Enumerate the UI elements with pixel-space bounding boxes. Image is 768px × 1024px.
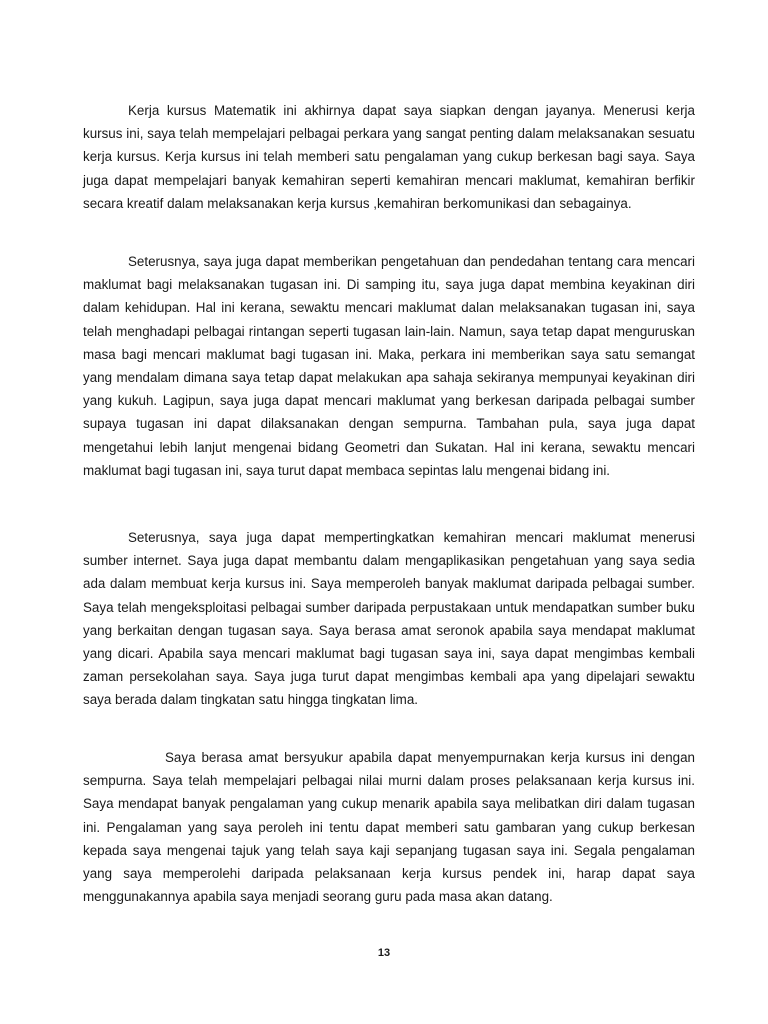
page-number: 13 [377, 947, 391, 959]
paragraph-2: Seterusnya, saya juga dapat memberikan pengetahuan dan pendedahan tentang cara mencari maklumat bagi melaksanakan tugasan ini. Di samping itu, saya juga dapat membina keyakinan diri dalam kehidupan. Hal ini kerana, sewaktu mencari maklumat dalan melaksanakan tugasan ini, saya telah menghadapi pelbagai rintangan seperti tugasan lain-lain. Namun, saya tetap dapat menguruskan masa bagi mencari maklumat bagi tugasan ini. Maka, perkara ini memberikan saya satu semangat yang mendalam dimana saya tetap dapat melakukan apa sahaja sekiranya mempunyai keyakinan diri yang kukuh. Lagipun, saya juga dapat mencari maklumat yang berkesan daripada pelbagai sumber supaya tugasan ini dapat dilaksanakan dengan sempurna. Tambahan pula, saya juga dapat mengetahui lebih lanjut mengenai bidang Geometri dan Sukatan. Hal ini kerana, sewaktu mencari maklumat bagi tugasan ini, saya turut dapat membaca sepintas lalu mengenai bidang ini. [83, 254, 695, 478]
paragraph-4: Saya berasa amat bersyukur apabila dapat menyempurnakan kerja kursus ini dengan sempurna. Saya telah mempelajari pelbagai nilai murni dalam proses pelaksanaan kerja kursus ini. Saya mendapat banyak pengalaman yang cukup menarik apabila saya melibatkan diri dalam tugasan ini. Pengalaman yang saya peroleh ini tentu dapat memberi satu gambaran yang cukup berkesan kepada saya mengenai tajuk yang telah saya kaji sepanjang tugasan saya ini. Segala pengalaman yang saya memperolehi daripada pelaksanaan kerja kursus pendek ini, harap dapat saya menggunakannya apabila saya menjadi seorang guru pada masa akan datang. [83, 750, 695, 905]
paragraph-1: Kerja kursus Matematik ini akhirnya dapat saya siapkan dengan jayanya. Menerusi kerja kursus ini, saya telah mempelajari pelbagai perkara yang sangat penting dalam melaksanakan sesuatu kerja kursus. Kerja kursus ini telah memberi satu pengalaman yang cukup berkesan bagi saya. Saya juga dapat mempelajari banyak kemahiran seperti kemahiran mencari maklumat, kemahiran berfikir secara kreatif dalam melaksanakan kerja kursus ,kemahiran berkomunikasi dan sebagainya. [83, 103, 695, 211]
paragraph-3: Seterusnya, saya juga dapat mempertingkatkan kemahiran mencari maklumat menerusi sumber internet. Saya juga dapat membantu dalam mengaplikasikan pengetahuan yang saya sedia ada dalam membuat kerja kursus ini. Saya memperoleh banyak maklumat daripada pelbagai sumber. Saya telah mengeksploitasi pelbagai sumber daripada perpustakaan untuk mendapatkan sumber buku yang berkaitan dengan tugasan saya. Saya berasa amat seronok apabila saya mendapat maklumat yang dicari. Apabila saya mencari maklumat bagi tugasan saya ini, saya dapat mengimbas kembali zaman persekolahan saya. Saya juga turut dapat mengimbas kembali apa yang dipelajari sewaktu saya berada dalam tingkatan satu hingga tingkatan lima. [83, 530, 695, 708]
